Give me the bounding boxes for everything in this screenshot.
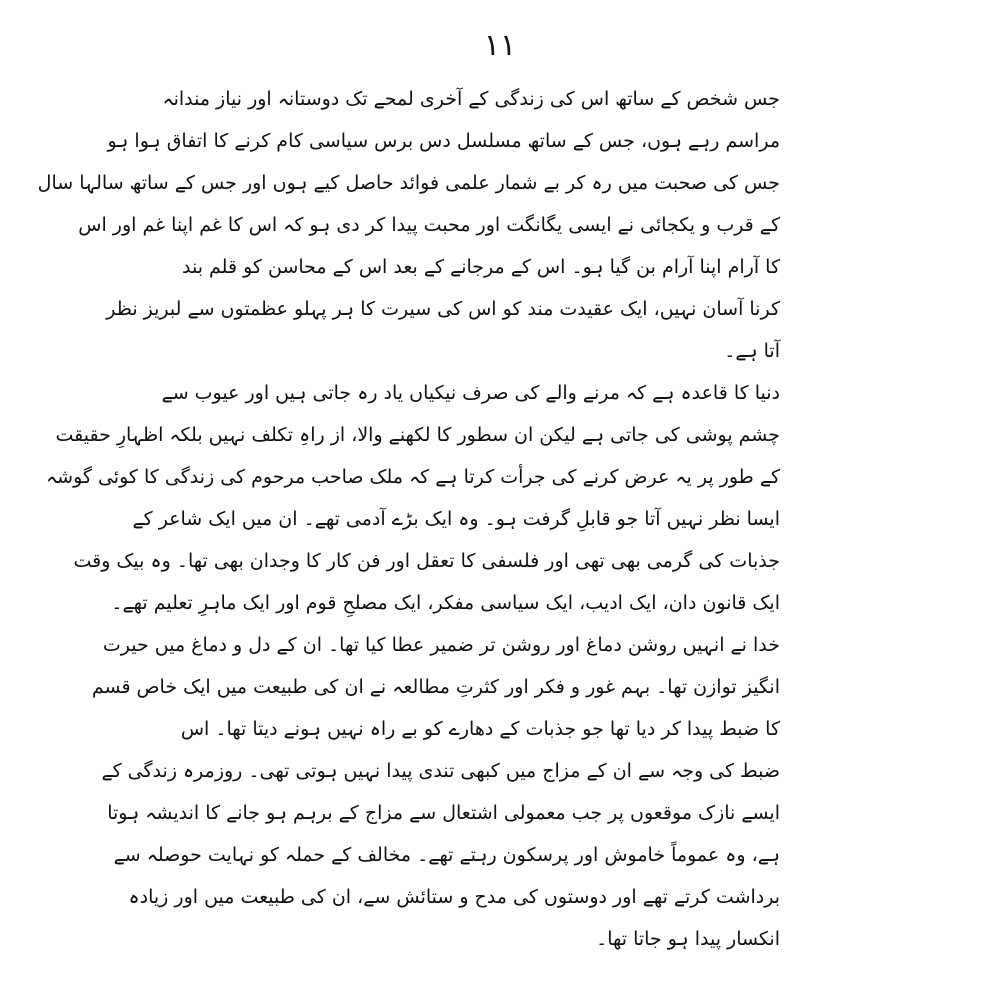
text-line: جذبات کی گرمی بھی تھی اور فلسفی کا تعقل اور فن کار کا وجدان بھی تھا۔ وہ بیک وقت xyxy=(73,550,780,572)
paragraph-2 xyxy=(46,372,780,960)
text-line: ایک قانون دان، ایک ادیب، ایک سیاسی مفکر، ایک مصلحِ قوم اور ایک ماہرِ تعلیم تھے۔ xyxy=(111,592,780,614)
text-line: ایسے نازک موقعوں پر جب معمولی اشتعال سے مزاج کے برہم ہو جانے کا اندیشہ ہوتا xyxy=(107,802,780,824)
text-line: کرنا آسان نہیں، ایک عقیدت مند کو اس کی سیرت کا ہر پہلو عظمتوں سے لبریز نظر xyxy=(106,298,780,320)
text-line: برداشت کرتے تھے اور دوستوں کی مدح و ستائش سے، ان کی طبیعت میں اور زیادہ xyxy=(128,886,780,908)
paragraph-1 xyxy=(37,78,780,372)
text-line: ضبط کی وجہ سے ان کے مزاج میں کبھی تندی پیدا نہیں ہوتی تھی۔ روزمرہ زندگی کے xyxy=(101,760,780,782)
text-line: کے قرب و یکجائی نے ایسی یگانگت اور محبت پیدا کر دی ہو کہ اس کا غم اپنا غم اور اس xyxy=(78,214,780,236)
text-line: آتا ہے۔ xyxy=(724,340,780,362)
page-body xyxy=(37,78,780,960)
page-number: ۱۱ xyxy=(483,28,517,63)
text-line: چشم پوشی کی جاتی ہے لیکن ان سطور کا لکھنے والا، از راہِ تکلف نہیں بلکہ اظہارِ حقیقت xyxy=(55,424,780,446)
text-line: ہے، وہ عموماً خاموش اور پرسکون رہتے تھے۔ مخالف کے حملہ کو نہایت حوصلہ سے xyxy=(113,844,780,866)
text-line: ایسا نظر نہیں آتا جو قابلِ گرفت ہو۔ وہ ایک بڑے آدمی تھے۔ ان میں ایک شاعر کے xyxy=(132,508,780,530)
text-line: کا ضبط پیدا کر دیا تھا جو جذبات کے دھارے کو بے راہ نہیں ہونے دیتا تھا۔ اس xyxy=(180,718,780,740)
book-page xyxy=(37,0,795,1000)
text-line: جس کی صحبت میں رہ کر بے شمار علمی فوائد حاصل کیے ہوں اور جس کے ساتھ سالہا سال xyxy=(37,172,780,194)
text-line: مراسم رہے ہوں، جس کے ساتھ مسلسل دس برس سیاسی کام کرنے کا اتفاق ہوا ہو xyxy=(107,130,780,152)
text-line: کے طور پر یہ عرض کرنے کی جرأت کرتا ہے کہ ملک صاحب مرحوم کی زندگی کا کوئی گوشہ xyxy=(46,466,780,488)
text-line: انکسار پیدا ہو جاتا تھا۔ xyxy=(596,928,780,950)
text-line: کا آرام اپنا آرام بن گیا ہو۔ اس کے مرجانے کے بعد اس کے محاسن کو قلم بند xyxy=(182,256,780,278)
text-line: جس شخص کے ساتھ اس کی زندگی کے آخری لمحے تک دوستانہ اور نیاز مندانہ xyxy=(162,88,780,110)
text-line: خدا نے انہیں روشن دماغ اور روشن تر ضمیر عطا کیا تھا۔ ان کے دل و دماغ میں حیرت xyxy=(102,634,780,656)
text-line: انگیز توازن تھا۔ بہم غور و فکر اور کثرتِ مطالعہ نے ان کی طبیعت میں ایک خاص قسم xyxy=(91,676,780,698)
text-line: دنیا کا قاعدہ ہے کہ مرنے والے کی صرف نیکیاں یاد رہ جاتی ہیں اور عیوب سے xyxy=(161,382,780,404)
